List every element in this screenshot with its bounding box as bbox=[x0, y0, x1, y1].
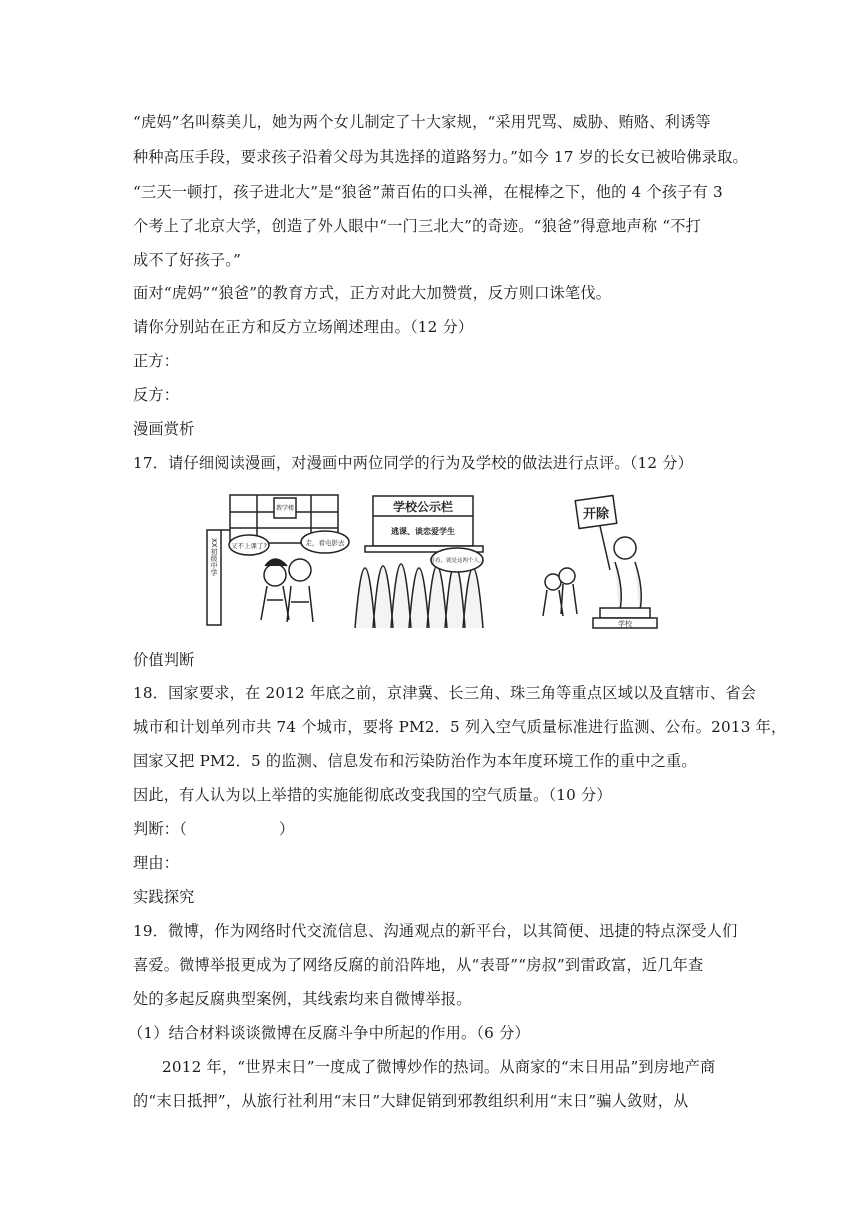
subquestion-1: （1）结合材料谈谈微博在反腐斗争中所起的作用。（6 分） bbox=[128, 1024, 530, 1042]
paragraph-line: 个考上了北京大学，创造了外人眼中“一门三北大”的奇迹。“狼爸”得意地声称 “不打 bbox=[133, 217, 702, 235]
paragraph-line: 2012 年，“世界末日”一度成了微博炒作的热词。从商家的“末日用品”到房地产商 bbox=[162, 1058, 716, 1076]
cartoon-bubble-left: 又不上课了? bbox=[231, 542, 267, 550]
paragraph-line: 面对“虎妈”“狼爸”的教育方式，正方对此大加赞赏，反方则口诛笔伐。 bbox=[133, 284, 612, 302]
question-18: 18．国家要求，在 2012 年底之前，京津冀、长三角、珠三角等重点区域以及直辖市、省会 bbox=[133, 684, 757, 702]
cartoon-building-sign: 教学楼 bbox=[275, 505, 295, 512]
cartoon-board-notice: 逃课、谈恋爱学生 bbox=[391, 527, 455, 536]
paragraph-line: 种种高压手段，要求孩子沿着父母为其选择的道路努力。”如今 17 岁的长女已被哈佛录取。 bbox=[133, 148, 748, 166]
cartoon-board-title: 学校公示栏 bbox=[392, 500, 454, 514]
paragraph-line: 国家又把 PM2．5 的监测、信息发布和污染防治作为本年度环境工作的重中之重。 bbox=[133, 752, 697, 770]
paragraph-line: 城市和计划单列市共 74 个城市，要将 PM2．5 列入空气质量标准进行监测、公布。2013 年， bbox=[133, 718, 787, 736]
reason-label: 理由： bbox=[133, 854, 180, 872]
cartoon-illustration bbox=[205, 490, 660, 630]
judgment-label: 判断：（ bbox=[133, 820, 187, 838]
cartoon-expel-sign: 开除 bbox=[582, 507, 610, 522]
question-prompt: 请你分别站在正方和反方立场阐述理由。（12 分） bbox=[133, 318, 474, 336]
paragraph-line: 的“末日抵押”，从旅行社利用“末日”大肆促销到邪教组织利用“末日”骗人敛财，从 bbox=[133, 1092, 689, 1110]
question-17: 17．请仔细阅读漫画，对漫画中两位同学的行为及学校的做法进行点评。（12 分） bbox=[133, 454, 694, 472]
section-heading: 实践探究 bbox=[133, 888, 195, 906]
paragraph-line: 因此，有人认为以上举措的实施能彻底改变我国的空气质量。（10 分） bbox=[133, 786, 612, 804]
cartoon-bubble-right: 走，看电影去 bbox=[305, 539, 345, 547]
judgment-close: ） bbox=[278, 820, 295, 838]
question-19: 19．微博，作为网络时代交流信息、沟通观点的新平台，以其简便、迅捷的特点深受人们 bbox=[133, 922, 738, 940]
section-heading: 漫画赏析 bbox=[133, 420, 195, 438]
section-heading: 价值判断 bbox=[133, 651, 195, 669]
answer-label-pro: 正方： bbox=[133, 352, 180, 370]
paragraph-line: 处的多起反腐典型案例，其线索均来自微博举报。 bbox=[133, 990, 472, 1008]
cartoon-panel-1 bbox=[207, 495, 349, 625]
cartoon-podium-label: 学校 bbox=[618, 620, 632, 628]
cartoon-gate-sign: XX初级中学 bbox=[210, 538, 218, 576]
cartoon-crowd-bubble: 看看，就是这两个人。 bbox=[429, 558, 485, 564]
paragraph-line: 喜爱。微博举报更成为了网络反腐的前沿阵地，从“表哥”“房叔”到雷政富，近几年查 bbox=[133, 956, 704, 974]
paragraph-line: “三天一顿打，孩子进北大”是“狼爸”萧百佑的口头禅，在棍棒之下，他的 4 个孩子有 3 bbox=[133, 183, 723, 201]
paragraph-line: “虎妈”名叫蔡美儿，她为两个女儿制定了十大家规，“采用咒骂、威胁、贿赂、利诱等 bbox=[133, 113, 711, 131]
paragraph-line: 成不了好孩子。” bbox=[133, 251, 242, 269]
judgment-line bbox=[133, 819, 294, 839]
answer-label-con: 反方： bbox=[133, 386, 180, 404]
